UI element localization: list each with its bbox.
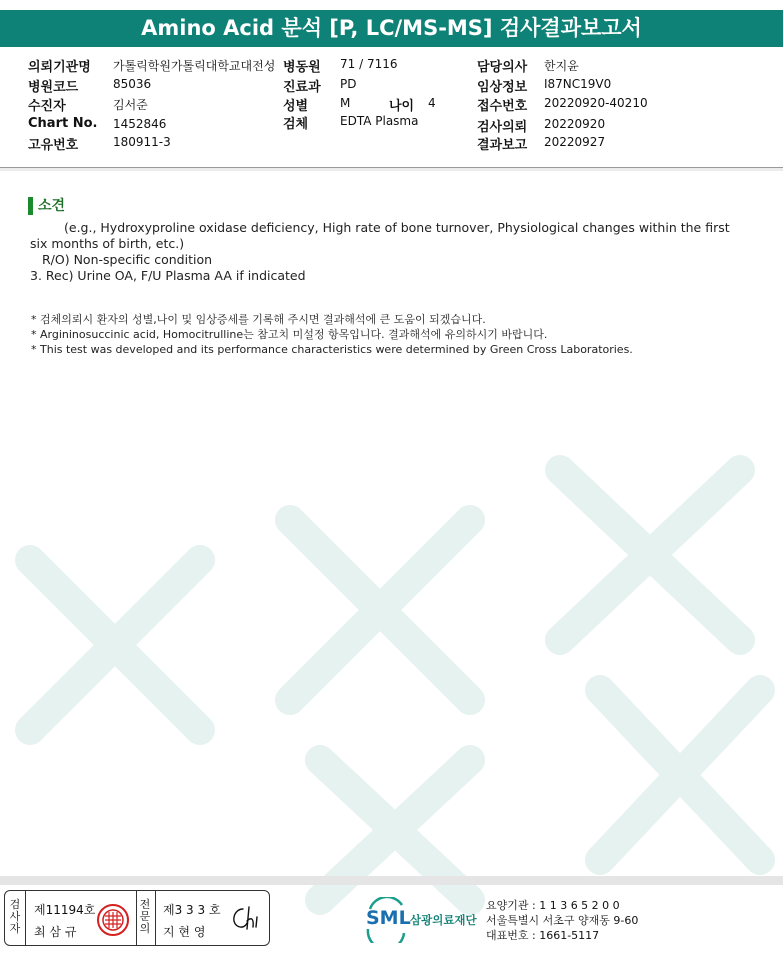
foundation-name: 삼광의료재단 [410,913,477,927]
findings-heading: 소견 [28,197,65,215]
notes-block [31,312,771,357]
examiner-seal [96,903,130,937]
specimen-value: EDTA Plasma [340,114,419,128]
clinical-label: 임상정보 [477,80,528,95]
report-title: Amino Acid 분석 [P, LC/MS-MS] 검사결과보고서 [0,10,783,47]
footer-divider [0,876,783,885]
note-1: * 검체의뢰시 환자의 성별,나이 및 임상증세를 기록해 주시면 결과해석에 큰 도움이 되겠습니다. [31,313,486,326]
requester-label: 의뢰기관명 [28,60,91,75]
findings-line-3: 3. Rec) Urine OA, F/U Plasma AA if indicated [30,268,306,283]
findings-line-1: (e.g., Hydroxyproline oxidase deficiency, High rate of bone turnover, Physiological changes within the first six months of birth, etc.) [30,220,730,251]
sml-logo [366,897,486,943]
dept-value: PD [340,77,357,91]
chart-value: 1452846 [113,117,167,131]
logo-text: SML [366,907,411,929]
specimen-label: 검체 [283,117,309,132]
age-label: 나이 [389,99,415,114]
examiner-number: 제11194호 [34,903,96,917]
request-date-label: 검사의뢰 [477,120,528,135]
findings-text [30,220,750,284]
institution-address: 서울특별시 서초구 양재동 9-60 [486,914,639,927]
chart-label: Chart No. [28,116,98,131]
info-divider-shadow [0,168,783,171]
specialist-vertical-label: 전문의 [139,898,151,935]
doctor-label: 담당의사 [477,60,528,75]
note-3: * This test was developed and its performance characteristics were determined by Green Cross Laboratories. [31,343,633,356]
institution-phone: 대표번호 : 1661-5117 [486,929,600,942]
sex-value: M [340,96,351,110]
sign-divider [25,891,26,945]
request-date-value: 20220920 [544,117,606,131]
specialist-number: 제3 3 3 호 [163,903,221,917]
unique-label: 고유번호 [28,138,79,153]
report-date-label: 결과보고 [477,138,528,153]
patient-label: 수진자 [28,99,66,114]
sign-divider-3 [155,891,156,945]
institution-info [486,898,638,943]
patient-info-panel [0,52,783,168]
signature-box [4,890,270,946]
examiner-name: 최 삼 규 [34,925,77,939]
ward-value: 71 / 7116 [340,57,398,71]
age-value: 4 [428,96,436,110]
dept-label: 진료과 [283,80,321,95]
institution-code: 요양기관 : 1 1 3 6 5 2 0 0 [486,899,620,912]
report-date-value: 20220927 [544,135,606,149]
examiner-vertical-label: 검사자 [9,898,21,935]
hospital-code-label: 병원코드 [28,80,79,95]
note-2: * Argininosuccinic acid, Homocitrulline는 참고치 미설정 항목입니다. 결과해석에 유의하시기 바랍니다. [31,328,548,341]
clinical-value: I87NC19V0 [544,77,612,91]
requester-value: 가톨릭학원가톨릭대학교대전성 [113,59,276,73]
unique-value: 180911-3 [113,135,171,149]
specialist-signature [227,901,263,935]
receipt-label: 접수번호 [477,99,528,114]
patient-value: 김서준 [113,98,148,112]
hospital-code-value: 85036 [113,77,152,91]
sex-label: 성별 [283,99,309,114]
findings-line-2: R/O) Non-specific condition [42,252,213,267]
receipt-value: 20220920-40210 [544,96,648,110]
specialist-name: 지 현 영 [163,925,206,939]
doctor-value: 한지윤 [544,59,579,73]
ward-label: 병동원 [283,60,321,75]
sign-divider-2 [136,891,137,945]
